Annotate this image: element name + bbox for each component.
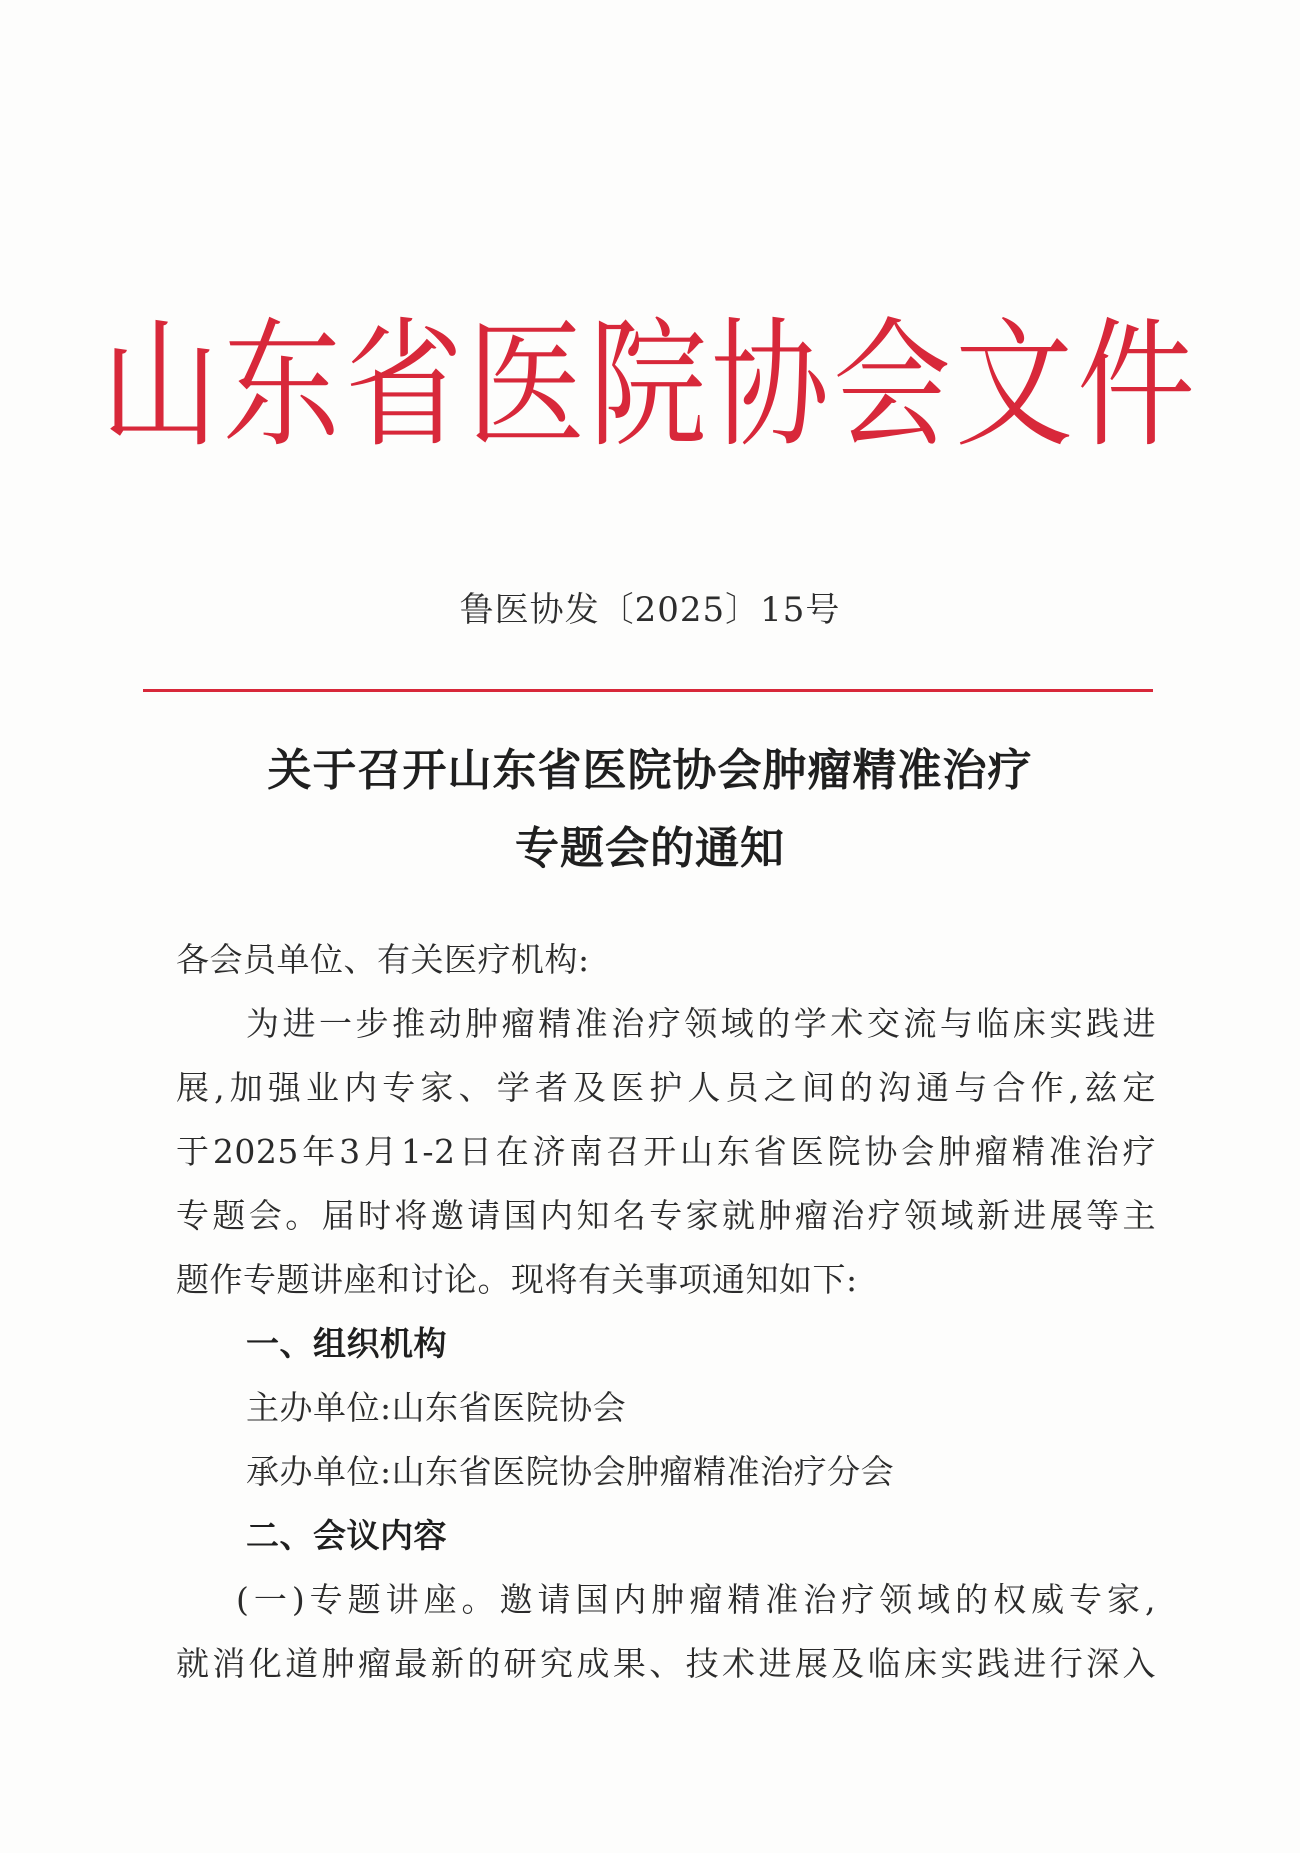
document-title-line-2: 专题会的通知 (515, 823, 785, 874)
salutation: 各会员单位、有关医疗机构: (176, 940, 590, 979)
masthead (101, 300, 1200, 470)
item-line: 就消化道肿瘤最新的研究成果、技术进展及临床实践进行深入 (176, 1644, 1156, 1683)
document-number: 鲁医协发〔2025〕15号 (459, 590, 841, 630)
paragraph-line: 题作专题讲座和讨论。现将有关事项通知如下: (176, 1260, 858, 1299)
paragraph-line: 于2025年3月1-2日在济南召开山东省医院协会肿瘤精准治疗 (176, 1132, 1156, 1171)
section-heading-content: 二、会议内容 (246, 1516, 447, 1555)
co-organizer-line: 承办单位:山东省医院协会肿瘤精准治疗分会 (246, 1452, 895, 1491)
organizer-line: 主办单位:山东省医院协会 (246, 1388, 627, 1427)
paragraph-line: 专题会。届时将邀请国内知名专家就肿瘤治疗领域新进展等主 (176, 1196, 1156, 1235)
paragraph-line: 展,加强业内专家、学者及医护人员之间的沟通与合作,兹定 (176, 1068, 1156, 1107)
item-line: (一)专题讲座。邀请国内肿瘤精准治疗领域的权威专家, (236, 1580, 1156, 1619)
red-divider (143, 689, 1153, 692)
section-heading-organization: 一、组织机构 (246, 1324, 447, 1363)
masthead-title: 山东省医院协会文件 (101, 303, 1200, 467)
document-body (176, 928, 1156, 1696)
document-title-line-1: 关于召开山东省医院协会肿瘤精准治疗 (267, 745, 1033, 796)
paragraph-line: 为进一步推动肿瘤精准治疗领域的学术交流与临床实践进 (246, 1004, 1156, 1043)
